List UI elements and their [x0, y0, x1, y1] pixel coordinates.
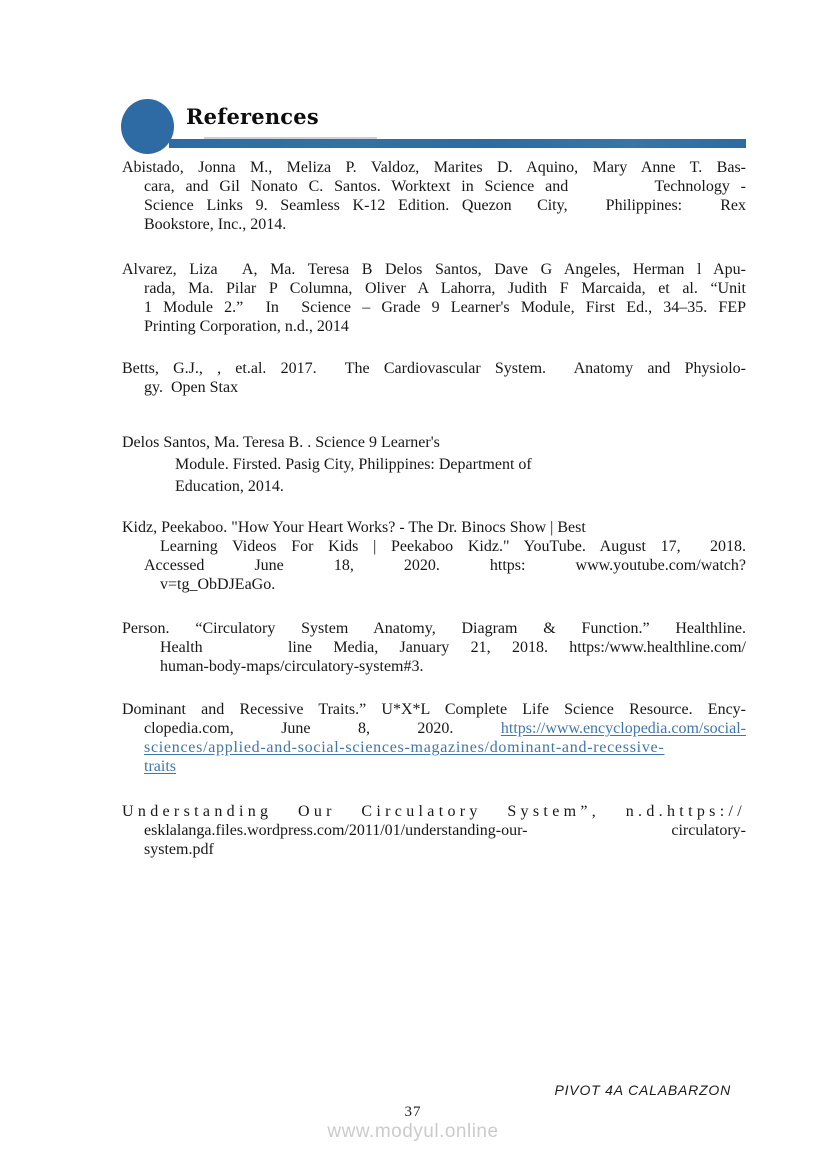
- reference-text: Dominant and Recessive Traits.” U*X*L Complete Life Science Resource. Ency-: [122, 701, 746, 718]
- reference-line: [122, 260, 746, 279]
- reference-entry: [122, 802, 746, 859]
- page-title: References: [186, 104, 319, 129]
- reference-text: Bookstore, Inc., 2014.: [144, 216, 287, 233]
- reference-text: Science Links 9. Seamless K-12 Edition. Quezon City, Philippines: Rex: [144, 197, 746, 214]
- reference-text: 1 Module 2.” In Science – Grade 9 Learner's Module, First Ed., 34–35. FEP: [144, 299, 746, 316]
- reference-entry: [122, 700, 746, 776]
- reference-text: esklalanga.files.wordpress.com/2011/01/understanding-our- circulatory-: [144, 822, 746, 839]
- reference-line: [122, 840, 746, 859]
- reference-line: [122, 359, 746, 378]
- reference-text: Learning Videos For Kids | Peekaboo Kidz." YouTube. August 17, 2018.: [160, 538, 746, 555]
- reference-line: [122, 556, 746, 575]
- reference-entry: [122, 359, 746, 397]
- reference-text: v=tg_ObDJEaGo.: [160, 576, 276, 593]
- reference-link[interactable]: sciences/applied-and-social-sciences-magazines/dominant-and-recessive-: [144, 739, 665, 756]
- reference-text: Betts, G.J., , et.al. 2017. The Cardiovascular System. Anatomy and Physiolo-: [122, 360, 746, 377]
- reference-text: gy. Open Stax: [144, 379, 239, 396]
- reference-line: [122, 802, 746, 821]
- reference-link[interactable]: https://www.encyclopedia.com/social-: [500, 720, 746, 737]
- reference-line: [122, 432, 746, 454]
- references-list: [122, 158, 746, 859]
- reference-entry: [122, 158, 746, 234]
- reference-entry: [122, 619, 746, 676]
- reference-line: [122, 476, 746, 498]
- reference-line: [122, 638, 746, 657]
- reference-text: Delos Santos, Ma. Teresa B. . Science 9 Learner's: [122, 434, 440, 451]
- reference-link[interactable]: traits: [144, 758, 176, 775]
- footer-imprint: PIVOT 4A CALABARZON: [554, 1082, 731, 1098]
- reference-line: [122, 317, 746, 336]
- reference-text: Health line Media, January 21, 2018. https:/www.healthline.com/: [160, 639, 746, 656]
- reference-line: [122, 657, 746, 676]
- reference-line: [122, 158, 746, 177]
- reference-line: [122, 575, 746, 594]
- watermark: www.modyul.online: [327, 1121, 499, 1142]
- page-number: 37: [404, 1104, 422, 1120]
- reference-text: Accessed June 18, 2020. https: www.youtube.com/watch?: [144, 557, 746, 574]
- reference-entry: [122, 432, 746, 498]
- reference-text: system.pdf: [144, 841, 214, 858]
- reference-line: [122, 821, 746, 840]
- reference-entry: [122, 260, 746, 336]
- reference-text: Education, 2014.: [175, 478, 284, 495]
- reference-text: clopedia.com, June 8, 2020.: [144, 720, 501, 737]
- reference-text: Person. “Circulatory System Anatomy, Diagram & Function.” Healthline.: [122, 620, 746, 637]
- reference-line: [122, 196, 746, 215]
- reference-text: human-body-maps/circulatory-system#3.: [160, 658, 424, 675]
- reference-line: [122, 177, 746, 196]
- reference-text: Understanding Our Circulatory System”, n.d.https://: [122, 803, 746, 820]
- reference-line: [122, 738, 746, 757]
- reference-line: [122, 719, 746, 738]
- reference-line: [122, 619, 746, 638]
- section-bullet-circle: [121, 99, 174, 154]
- reference-text: cara, and Gil Nonato C. Santos. Worktext in Science and Technology -: [144, 178, 746, 195]
- reference-entry: [122, 518, 746, 594]
- reference-text: Abistado, Jonna M., Meliza P. Valdoz, Marites D. Aquino, Mary Anne T. Bas-: [122, 159, 746, 176]
- reference-line: [122, 537, 746, 556]
- reference-text: Kidz, Peekaboo. "How Your Heart Works? - The Dr. Binocs Show | Best: [122, 519, 586, 536]
- reference-line: [122, 215, 746, 234]
- reference-line: [122, 518, 746, 537]
- reference-text: Printing Corporation, n.d., 2014: [144, 318, 349, 335]
- reference-text: Alvarez, Liza A, Ma. Teresa B Delos Santos, Dave G Angeles, Herman l Apu-: [122, 261, 746, 278]
- reference-line: [122, 279, 746, 298]
- reference-line: [122, 298, 746, 317]
- reference-line: [122, 378, 746, 397]
- reference-line: [122, 700, 746, 719]
- header-rule: [169, 139, 746, 148]
- reference-line: [122, 757, 746, 776]
- reference-text: rada, Ma. Pilar P Columna, Oliver A Lahorra, Judith F Marcaida, et al. “Unit: [144, 280, 746, 297]
- reference-text: Module. Firsted. Pasig City, Philippines: Department of: [175, 456, 532, 473]
- reference-line: [122, 454, 746, 476]
